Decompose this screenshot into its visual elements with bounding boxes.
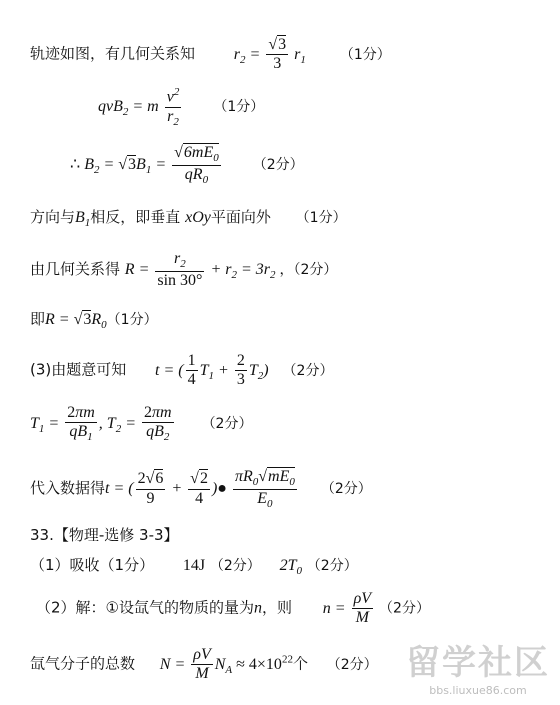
line-4-text-b: 相反，即垂直 [90,208,181,226]
line-8-score: （2分） [201,415,253,432]
line-12 [36,590,430,628]
line-1-text: 轨迹如图，有几何关系知 [30,44,196,63]
formula-t1-t2: $T_1$ = $\frac{2\pi m}{qB_1}$ , $T_2$ = $\frac{2\pi m}{qB_2}$ [30,404,172,444]
line-7 [30,352,333,390]
line-1 [30,36,391,74]
line-7-text: (3)由题意可知 [30,360,127,379]
line-9 [30,468,372,511]
line-11-text: （1）吸收（1分） [30,556,155,574]
line-12-score: （2分） [379,600,430,617]
line-6-score: （1分） [106,312,158,328]
line-4-text-c: 平面向外 [210,208,271,226]
line-10-heading [30,524,179,545]
line-3-score: （2分） [252,157,304,173]
line-13-unit: 个 [292,654,308,673]
line-4 [30,206,347,229]
line-2 [98,86,264,129]
formula-t-value: t = ( $\frac{2√6}{9}$ + $\frac{√2}{4}$ )● $\frac{\pi R_0√mE_0}{E_0}$ [105,468,295,511]
formula-qvb2: qvB$_2$ = m $\frac{v^2}{r_2}$ [98,86,180,128]
line-7-score: （2分） [282,362,334,379]
line-12-text2: ，则 [262,598,293,617]
line-1-score: （1分） [339,46,391,63]
line-13-score: （2分） [326,656,378,673]
line-11-val2: $2T_0$ [279,557,302,578]
line-5 [30,250,337,290]
formula-r: R = $\frac{r_2}{\sin 30^\circ}$ + $r_2 = 3r_2$ [124,250,276,289]
formula-t: t = ( $\frac{1}{4}$ $T_1$ + $\frac{2}{3}$ $T_2$) [155,352,273,389]
line-9-score: （2分） [320,481,372,497]
line-13 [30,646,378,684]
line-13-text: 氙气分子的总数 [30,654,136,673]
formula-N: N = $\frac{\rho V}{M}$ $N_A \approx 4\times 10^{22}$ [159,646,293,683]
symbol-b1: $B_1$ [75,209,91,230]
line-12-text: （2）解：①设氙气的物质的量为 [36,598,254,617]
line-11-score1: （2分） [209,558,261,574]
line-4-text-a: 方向与 [30,208,76,226]
formula-r2: $r_2$ = $\frac{√3}{3}$ $r_1$ [233,36,306,73]
formula-n: n = $\frac{\rho V}{M}$ [322,590,372,627]
formula-r-sqrt3: $R = √3R_0$ [45,311,107,332]
line-8 [30,404,252,444]
line-6-text: 即 [30,310,46,328]
watermark-logo [406,635,550,697]
watermark-url: bbs.liuxue86.com [429,684,527,697]
formula-b2: ∴ $B_2 = √3B_1$ = $\frac{√6mE_0}{qR_0}$ [70,144,219,187]
line-9-text: 代入数据得 [30,479,106,497]
symbol-xoy: xOy [185,209,211,226]
line-6 [30,308,158,331]
line-11-val1: 14J [182,557,206,574]
line-5-text: 由几何关系得 [30,259,121,278]
line-11-score2: （2分） [306,558,358,574]
line-4-score: （1分） [295,210,347,226]
line-2-score: （1分） [213,98,265,115]
line-12-var: n [254,599,262,617]
watermark-main: 留学社区 [406,643,550,683]
line-3 [70,144,304,187]
line-11 [30,554,358,577]
line-5-score: ，（2分） [279,261,338,278]
section-heading: 33.【物理-选修 3-3】 [30,526,179,544]
